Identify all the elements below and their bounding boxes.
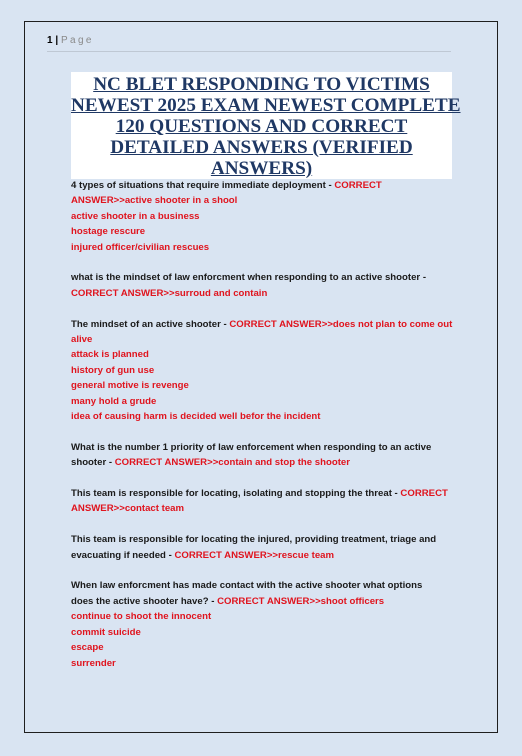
qa-line: [71, 347, 457, 362]
qa-line: [71, 578, 457, 593]
qa-item: [71, 440, 457, 471]
qa-line: [71, 270, 457, 285]
answer-text: CORRECT ANSWER>>contain and stop the shooter: [114, 457, 350, 469]
qa-line: [71, 532, 457, 547]
qa-line: [71, 486, 457, 501]
title-line: NEWEST 2025 EXAM NEWEST COMPLETE: [71, 95, 461, 116]
answer-text: general motive is revenge: [71, 380, 189, 392]
qa-list: [71, 178, 457, 686]
answer-text: surrender: [71, 657, 116, 669]
question-text: This team is responsible for locating the injured, providing treatment, triage and: [71, 534, 437, 546]
answer-text: ANSWER>>contact team: [71, 503, 185, 515]
title-line: NC BLET RESPONDING TO VICTIMS: [93, 74, 430, 95]
qa-line: [71, 317, 457, 332]
answer-text: CORRECT ANSWER>>shoot officers: [217, 595, 385, 607]
title-line: 120 QUESTIONS AND CORRECT: [115, 116, 408, 137]
qa-item: [71, 317, 457, 425]
qa-line: [71, 240, 457, 255]
qa-line: [71, 640, 457, 655]
answer-text: escape: [71, 642, 104, 654]
answer-text: CORRECT ANSWER>>rescue team: [174, 549, 335, 561]
title-line: DETAILED ANSWERS (VERIFIED: [110, 137, 413, 158]
answer-text: active shooter in a business: [71, 210, 200, 222]
question-text: what is the mindset of law enforcment when responding to an active shooter -: [71, 272, 427, 284]
page-separator: |: [55, 35, 59, 46]
question-text: When law enforcment has made contact with the active shooter what options: [71, 580, 423, 592]
answer-text: commit suicide: [71, 626, 141, 638]
page-header: [47, 33, 451, 52]
qa-line: [71, 548, 457, 563]
answer-text: CORRECT ANSWER>>does not plan to come out: [229, 318, 453, 330]
question-text: What is the number 1 priority of law enforcement when responding to an active: [71, 441, 432, 453]
question-text: does the active shooter have? -: [71, 595, 218, 607]
qa-line: [71, 609, 457, 624]
answer-text: history of gun use: [71, 364, 155, 376]
qa-line: [71, 594, 457, 609]
page-word: Page: [60, 35, 94, 46]
question-text: This team is responsible for locating, isolating and stopping the threat -: [71, 488, 401, 500]
qa-line: [71, 501, 457, 516]
qa-line: [71, 455, 457, 470]
qa-line: [71, 625, 457, 640]
qa-line: [71, 178, 457, 193]
answer-text: injured officer/civilian rescues: [71, 241, 210, 253]
qa-item: [71, 486, 457, 517]
answer-text: attack is planned: [71, 349, 149, 361]
answer-text: alive: [71, 334, 93, 346]
qa-item: [71, 178, 457, 255]
qa-line: [71, 332, 457, 347]
answer-text: CORRECT: [400, 488, 448, 500]
qa-line: [71, 193, 457, 208]
qa-item: [71, 578, 457, 670]
qa-line: [71, 209, 457, 224]
title-line: ANSWERS): [210, 158, 313, 179]
answer-text: CORRECT: [334, 180, 382, 191]
qa-line: [71, 286, 457, 301]
qa-item: [71, 532, 457, 563]
question-text: The mindset of an active shooter -: [71, 318, 230, 330]
answer-text: idea of causing harm is decided well befor the incident: [71, 411, 321, 423]
answer-text: continue to shoot the innocent: [71, 611, 212, 623]
document-title: [71, 72, 461, 179]
qa-line: [71, 409, 457, 424]
answer-text: hostage rescure: [71, 226, 146, 238]
qa-line: [71, 440, 457, 455]
answer-text: many hold a grude: [71, 395, 157, 407]
qa-line: [71, 656, 457, 671]
answer-text: ANSWER>>active shooter in a shool: [71, 195, 238, 207]
question-text: 4 types of situations that require immediate deployment -: [71, 180, 335, 191]
question-text: shooter -: [71, 457, 115, 469]
qa-line: [71, 363, 457, 378]
qa-line: [71, 394, 457, 409]
qa-line: [71, 224, 457, 239]
answer-text: CORRECT ANSWER>>surroud and contain: [71, 287, 268, 299]
question-text: evacuating if needed -: [71, 549, 175, 561]
page-number: 1: [47, 35, 53, 46]
qa-item: [71, 270, 457, 301]
qa-line: [71, 378, 457, 393]
